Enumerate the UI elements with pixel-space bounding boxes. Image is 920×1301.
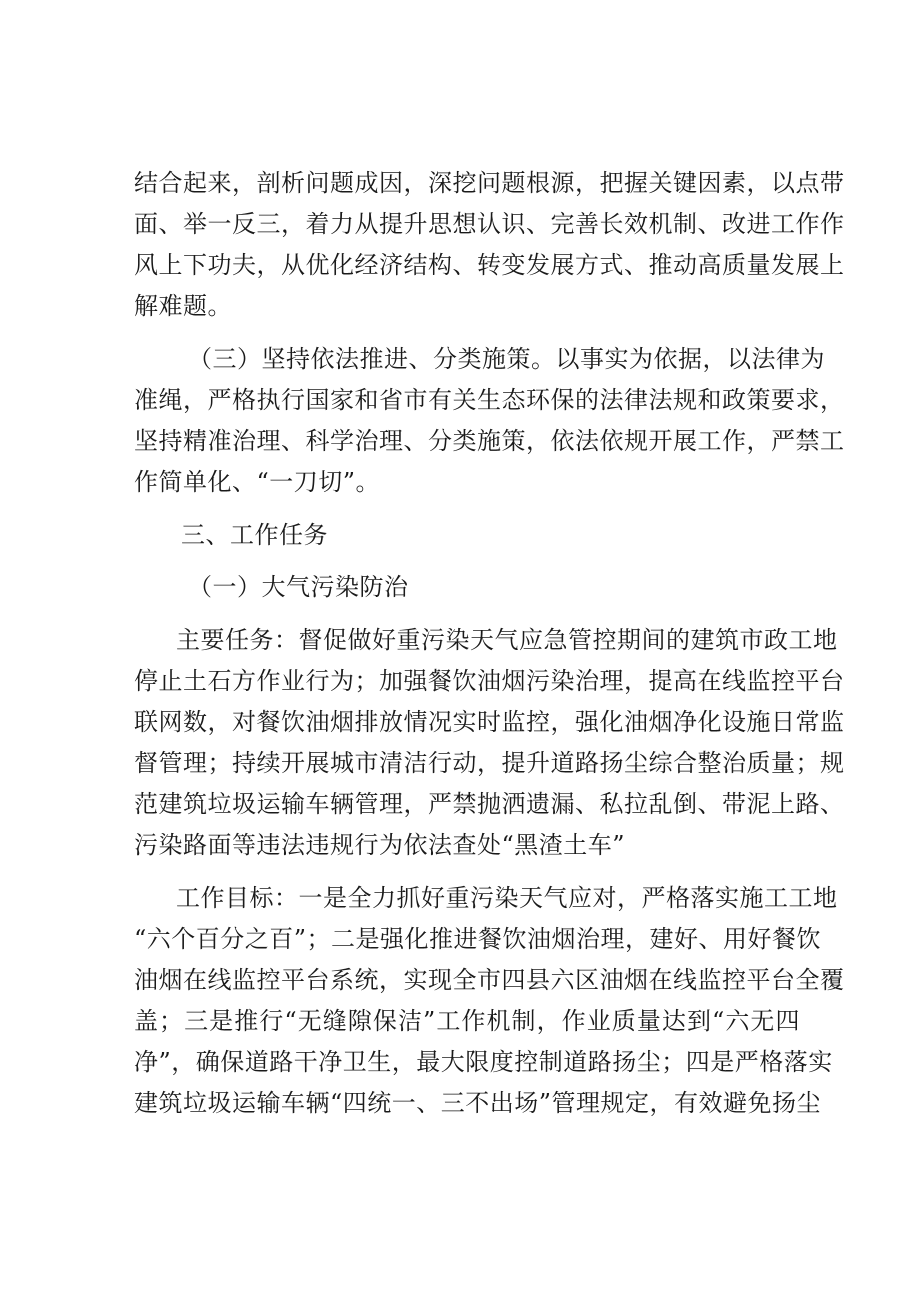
paragraph-line: （三）坚持依法推进、分类施策。以事实为依据，以法律为 bbox=[188, 345, 825, 373]
paragraph-line: 面、举一反三，着力从提升思想认识、完善长效机制、改进工作作 bbox=[134, 210, 845, 238]
paragraph-line: 联网数，对餐饮油烟排放情况实时监控，强化油烟净化设施日常监 bbox=[134, 708, 845, 736]
paragraph-line: 督管理；持续开展城市清洁行动，提升道路扬尘综合整治质量；规 bbox=[134, 749, 845, 777]
paragraph-line: 停止土石方作业行为；加强餐饮油烟污染治理，提高在线监控平台 bbox=[134, 667, 845, 695]
paragraph-line: 作简单化、“一刀切”。 bbox=[134, 468, 381, 496]
paragraph-line: 准绳，严格执行国家和省市有关生态环保的法律法规和政策要求， bbox=[134, 386, 845, 414]
paragraph-4 bbox=[134, 878, 845, 1124]
paragraph-1 bbox=[134, 163, 845, 327]
paragraph-line: 主要任务：督促做好重污染天气应急管控期间的建筑市政工地 bbox=[176, 626, 838, 654]
paragraph-line: 建筑垃圾运输车辆“四统一、三不出场”管理规定，有效避免扬尘 bbox=[134, 1089, 822, 1117]
paragraph-line: 范建筑垃圾运输车辆管理，严禁抛洒遗漏、私拉乱倒、带泥上路、 bbox=[134, 790, 845, 818]
subsection-heading: （一）大气污染防治 bbox=[188, 573, 409, 601]
paragraph-line: 解难题。 bbox=[134, 292, 232, 320]
section-heading: 三、工作任务 bbox=[181, 521, 328, 549]
paragraph-line: “六个百分之百”；二是强化推进餐饮油烟治理，建好、用好餐饮 bbox=[134, 925, 822, 953]
paragraph-line: 坚持精准治理、科学治理、分类施策，依法依规开展工作，严禁工 bbox=[134, 427, 845, 455]
paragraph-2 bbox=[134, 339, 845, 503]
paragraph-line: 盖；三是推行“无缝隙保洁”工作机制，作业质量达到“六无四 bbox=[134, 1007, 800, 1035]
paragraph-line: 工作目标：一是全力抓好重污染天气应对，严格落实施工工地 bbox=[176, 884, 838, 912]
paragraph-line: 结合起来，剖析问题成因，深挖问题根源，把握关键因素，以点带 bbox=[134, 169, 845, 197]
paragraph-line: 污染路面等违法违规行为依法查处“黑渣土车” bbox=[134, 831, 626, 859]
paragraph-3 bbox=[134, 620, 845, 866]
paragraph-line: 净”，确保道路干净卫生，最大限度控制道路扬尘；四是严格落实 bbox=[134, 1048, 833, 1076]
paragraph-line: 油烟在线监控平台系统，实现全市四县六区油烟在线监控平台全覆 bbox=[134, 966, 845, 994]
paragraph-line: 风上下功夫，从优化经济结构、转变发展方式、推动高质量发展上 bbox=[134, 251, 845, 279]
